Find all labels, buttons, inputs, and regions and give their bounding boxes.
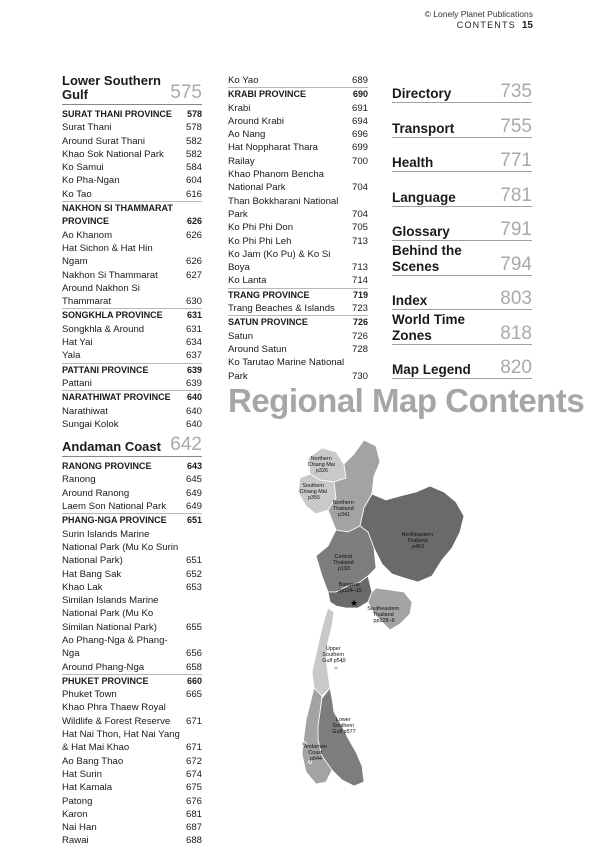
- toc-entry-page: 637: [185, 350, 202, 362]
- toc-entry[interactable]: [62, 500, 202, 513]
- toc-province-heading[interactable]: [228, 315, 368, 329]
- toc-entry-title: Hat Surin: [62, 768, 102, 780]
- toc-entry-title: PHUKET PROVINCE: [62, 675, 149, 686]
- toc-entry-page: 616: [185, 188, 202, 200]
- toc-entry-title: Hat Sichon & Hat Hin Ngam: [62, 242, 153, 268]
- toc-province-heading[interactable]: [62, 513, 202, 527]
- toc-entry[interactable]: [228, 128, 368, 141]
- toc-entry-page: 640: [185, 405, 202, 417]
- toc-entry-page: 630: [185, 296, 202, 308]
- toc-entry[interactable]: [62, 781, 202, 794]
- toc-entry-page: 704: [351, 182, 368, 194]
- toc-entry-page: 584: [185, 162, 202, 174]
- toc-entry[interactable]: [62, 336, 202, 349]
- running-head: [457, 20, 533, 31]
- toc-entry-title: Hat Noppharat Thara: [228, 142, 318, 154]
- toc-entry-title: Krabi: [228, 102, 251, 114]
- toc-entry-title: KRABI PROVINCE: [228, 89, 307, 100]
- chapter-link[interactable]: [392, 311, 532, 345]
- toc-entry-page: 640: [186, 392, 202, 403]
- toc-entry-page: 723: [351, 303, 368, 315]
- toc-entry[interactable]: [62, 323, 202, 336]
- toc-entry[interactable]: [228, 343, 368, 356]
- thailand-map-svg: [276, 436, 536, 806]
- section-title: Andaman Coast: [62, 439, 161, 455]
- toc-entry-page: 696: [351, 129, 368, 141]
- chapter-page: 820: [500, 357, 532, 378]
- toc-entry-title: Hat Nai Thon, Hat Nai Yang & Hat Mai Khao: [62, 729, 180, 754]
- toc-entry-page: 681: [185, 808, 202, 820]
- page-number: 15: [521, 20, 533, 31]
- toc-entry-page: 687: [185, 822, 202, 834]
- toc-entry-title: Rawai: [62, 835, 89, 847]
- toc-entry-title: Ao Phang-Nga & Phang-Nga: [62, 634, 168, 660]
- toc-province-heading[interactable]: [62, 674, 202, 688]
- toc-entry[interactable]: [62, 834, 202, 847]
- chapter-page: 818: [500, 322, 532, 344]
- chapter-title: Directory: [392, 86, 452, 101]
- toc-entry-page: 690: [352, 89, 368, 100]
- toc-entry-page: 634: [185, 337, 202, 349]
- toc-entry-title: Ao Khanom: [62, 229, 113, 241]
- chapter-title: Index: [392, 293, 428, 308]
- toc-entry[interactable]: [62, 808, 202, 821]
- toc-entry-title: Hat Yai: [62, 337, 93, 349]
- toc-entry-title: Around Krabi: [228, 115, 284, 127]
- toc-entry-page: 604: [185, 175, 202, 187]
- section-title: Lower Southern Gulf: [62, 73, 161, 102]
- section-page: 642: [170, 434, 202, 456]
- toc-entry-page: 719: [352, 289, 368, 300]
- toc-entry[interactable]: [228, 274, 368, 287]
- toc-entry-title: Songkhla & Around: [62, 323, 145, 335]
- toc-entry-page: 689: [351, 75, 368, 86]
- toc-entry-page: 582: [185, 148, 202, 160]
- toc-entry[interactable]: [62, 377, 202, 390]
- section-page: 575: [170, 82, 202, 103]
- toc-province-heading[interactable]: [228, 87, 368, 101]
- island-ko-samui: [334, 666, 338, 670]
- toc-entry-page: 676: [185, 795, 202, 807]
- toc-entry[interactable]: [62, 148, 202, 161]
- toc-province-heading[interactable]: [62, 201, 202, 229]
- toc-entry-page: 639: [186, 364, 202, 375]
- toc-entry[interactable]: [228, 168, 368, 195]
- toc-entry-title: SONGKHLA PROVINCE: [62, 310, 163, 321]
- toc-province-heading[interactable]: [62, 308, 202, 322]
- toc-entry-title: Khao Sok National Park: [62, 148, 164, 160]
- chapter-link[interactable]: [392, 146, 532, 172]
- toc-entry-title: NAKHON SI THAMMARAT PROVINCE: [62, 203, 173, 227]
- toc-entry[interactable]: [228, 115, 368, 128]
- toc-entry-title: Khao Phra Thaew Royal Wildlife & Forest Reserve: [62, 702, 171, 727]
- toc-entry-title: Around Nakhon Si Thammarat: [62, 282, 140, 308]
- toc-entry-title: RANONG PROVINCE: [62, 461, 152, 472]
- toc-entry-page: 652: [185, 568, 202, 580]
- toc-entry[interactable]: [228, 74, 368, 87]
- toc-entry-page: 713: [351, 262, 368, 274]
- toc-entry-title: Laem Son National Park: [62, 501, 166, 513]
- toc-entry-title: Karon: [62, 808, 88, 820]
- toc-entry-title: Hat Kamala: [62, 782, 113, 794]
- contents-column-1: [62, 74, 202, 848]
- toc-entry-page: 582: [185, 135, 202, 147]
- toc-entry-page: 649: [185, 501, 202, 513]
- label-bangkok: Bangkok pp114–15: [338, 582, 362, 594]
- chapter-page: 771: [500, 150, 532, 171]
- toc-entry-page: 728: [351, 343, 368, 355]
- chapter-title: Transport: [392, 120, 455, 136]
- toc-entry[interactable]: [62, 594, 202, 634]
- toc-entry-page: 705: [351, 222, 368, 234]
- toc-entry[interactable]: [62, 661, 202, 674]
- chapter-title: Glossary: [392, 224, 450, 239]
- toc-entry-title: Narathiwat: [62, 405, 108, 417]
- toc-entry-title: Khao Lak: [62, 581, 103, 593]
- toc-entry-page: 672: [185, 755, 202, 767]
- toc-entry-title: Nai Han: [62, 822, 97, 834]
- chapter-page: 794: [500, 253, 532, 275]
- toc-entry-title: Nakhon Si Thammarat: [62, 269, 158, 281]
- toc-entry[interactable]: [62, 755, 202, 768]
- toc-entry-title: Yala: [62, 350, 81, 362]
- toc-entry-page: 714: [351, 275, 368, 287]
- chapter-link[interactable]: [392, 242, 532, 276]
- toc-entry[interactable]: [62, 487, 202, 500]
- toc-entry[interactable]: [62, 821, 202, 834]
- toc-province-heading[interactable]: [62, 363, 202, 377]
- toc-entry[interactable]: [62, 768, 202, 781]
- toc-entry-page: 675: [185, 782, 202, 794]
- toc-entry-page: 671: [185, 715, 202, 727]
- toc-entry-title: PHANG-NGA PROVINCE: [62, 515, 167, 526]
- toc-entry-title: PATTANI PROVINCE: [62, 364, 149, 375]
- toc-entry-page: 639: [185, 377, 202, 389]
- toc-province-heading[interactable]: [62, 460, 202, 473]
- regional-map: [276, 436, 536, 806]
- toc-entry-title: Around Satun: [228, 343, 287, 355]
- section-heading[interactable]: [62, 74, 202, 105]
- toc-entry[interactable]: [228, 221, 368, 234]
- toc-entry[interactable]: [62, 282, 202, 309]
- toc-entry-title: Similan Islands Marine National Park (Mu Ko Similan National Park): [62, 595, 159, 633]
- contents-column-3: [392, 77, 532, 388]
- chapter-page: 791: [500, 219, 532, 240]
- toc-entry-page: 658: [185, 661, 202, 673]
- toc-entry-title: Ao Bang Thao: [62, 755, 124, 767]
- label-upper-southern-gulf: Upper Southern Gulf p549: [322, 646, 346, 664]
- bangkok-star-icon: ★: [349, 598, 359, 608]
- toc-entry-page: 645: [185, 474, 202, 486]
- toc-entry[interactable]: [228, 248, 368, 275]
- toc-entry-page: 691: [351, 102, 368, 114]
- chapter-link[interactable]: [392, 215, 532, 241]
- regional-map-title: Regional Map Contents: [228, 382, 585, 419]
- toc-entry[interactable]: [62, 701, 202, 728]
- toc-entry[interactable]: [62, 269, 202, 282]
- toc-entry-page: 655: [185, 621, 202, 633]
- toc-entry[interactable]: [62, 473, 202, 486]
- toc-entry-page: 704: [351, 208, 368, 220]
- toc-entry-page: 649: [185, 487, 202, 499]
- label-central-thailand: Central Thailand p193: [332, 554, 354, 572]
- toc-entry[interactable]: [62, 349, 202, 362]
- toc-entry-page: 713: [351, 235, 368, 247]
- toc-entry-title: Ko Yao: [228, 75, 259, 86]
- toc-entry-title: Ko Tao: [62, 188, 92, 200]
- toc-province-heading[interactable]: [62, 390, 202, 404]
- toc-entry[interactable]: [62, 581, 202, 594]
- chapter-link[interactable]: [392, 112, 532, 138]
- toc-entry[interactable]: [62, 188, 202, 201]
- label-lower-southern-gulf: Lower Southern Gulf p577: [332, 717, 356, 735]
- toc-entry[interactable]: [62, 161, 202, 174]
- toc-entry-title: Railay: [228, 155, 255, 167]
- toc-entry-page: 626: [185, 256, 202, 268]
- chapter-link[interactable]: [392, 353, 532, 379]
- toc-entry-title: Ko Phi Phi Don: [228, 222, 294, 234]
- toc-entry[interactable]: [228, 356, 368, 383]
- publisher-credit: © Lonely Planet Publications: [424, 9, 533, 19]
- toc-province-heading[interactable]: [62, 108, 202, 121]
- toc-entry-title: Ao Nang: [228, 129, 266, 141]
- toc-entry[interactable]: [228, 102, 368, 115]
- chapter-title: Map Legend: [392, 362, 471, 377]
- toc-entry-page: 643: [186, 461, 202, 472]
- toc-entry-page: 674: [185, 768, 202, 780]
- toc-entry-title: Satun: [228, 330, 254, 342]
- toc-entry[interactable]: [228, 330, 368, 343]
- toc-entry-page: 640: [185, 418, 202, 430]
- toc-entry-page: 631: [186, 310, 202, 321]
- toc-entry-title: Surin Islands Marine National Park (Mu Ko Surin National Park): [62, 528, 179, 567]
- toc-entry[interactable]: [62, 728, 202, 755]
- toc-entry-page: 653: [185, 581, 202, 593]
- toc-entry-title: Ko Pha-Ngan: [62, 175, 120, 187]
- label-northern-thailand: Northern Thailand p341: [332, 500, 354, 518]
- chapter-page: 735: [500, 81, 532, 102]
- toc-entry[interactable]: [62, 242, 202, 269]
- toc-entry[interactable]: [62, 568, 202, 581]
- toc-entry-title: Phuket Town: [62, 689, 117, 701]
- toc-entry-page: 688: [185, 835, 202, 847]
- toc-entry[interactable]: [228, 302, 368, 315]
- label-southern-chiang-mai: Southern Chiang Mai p355: [299, 483, 327, 501]
- toc-entry-title: Than Bokkharani National Park: [228, 195, 339, 220]
- toc-entry-title: Surat Thani: [62, 122, 112, 134]
- toc-entry-page: 626: [186, 216, 202, 227]
- chapter-page: 781: [500, 184, 532, 206]
- toc-entry[interactable]: [228, 195, 368, 222]
- toc-entry-title: Hat Bang Sak: [62, 568, 122, 580]
- toc-entry[interactable]: [62, 405, 202, 418]
- toc-entry-page: 631: [185, 323, 202, 335]
- chapter-link[interactable]: [392, 77, 532, 103]
- toc-entry[interactable]: [228, 235, 368, 248]
- toc-entry-page: 726: [352, 317, 368, 328]
- toc-entry[interactable]: [62, 229, 202, 242]
- toc-province-heading[interactable]: [228, 288, 368, 302]
- toc-entry[interactable]: [62, 174, 202, 187]
- toc-entry-title: Ko Samui: [62, 162, 104, 174]
- toc-entry-title: Ko Jam (Ko Pu) & Ko Si Boya: [228, 248, 331, 274]
- contents-column-2: [228, 74, 368, 383]
- toc-entry[interactable]: [62, 418, 202, 431]
- chapter-page: 755: [500, 115, 532, 137]
- toc-entry-title: SURAT THANI PROVINCE: [62, 109, 172, 119]
- toc-entry-page: 665: [185, 689, 202, 701]
- toc-entry-title: Patong: [62, 795, 93, 807]
- toc-entry-title: SATUN PROVINCE: [228, 317, 308, 328]
- toc-entry-page: 626: [185, 229, 202, 241]
- toc-entry[interactable]: [228, 155, 368, 168]
- toc-entry[interactable]: [62, 688, 202, 701]
- toc-entry-title: Around Surat Thani: [62, 135, 146, 147]
- toc-entry-title: Around Ranong: [62, 487, 130, 499]
- toc-entry-page: 656: [185, 648, 202, 660]
- toc-entry-title: TRANG PROVINCE: [228, 289, 310, 300]
- toc-entry-title: Around Phang-Nga: [62, 661, 145, 673]
- toc-entry[interactable]: [62, 795, 202, 808]
- toc-entry-page: 660: [186, 675, 202, 686]
- chapter-title: Language: [392, 189, 456, 205]
- label-andaman-coast: Andaman Coast p644: [303, 744, 327, 762]
- label-northern-chiang-mai: Northern Chiang Mai p326: [307, 456, 335, 474]
- toc-entry-page: 726: [351, 330, 368, 342]
- toc-entry-title: Ko Phi Phi Leh: [228, 235, 292, 247]
- toc-section: [62, 74, 202, 431]
- label-southeastern-thailand: Southeastern Thailand pp228–9: [367, 606, 400, 624]
- toc-entry[interactable]: [62, 634, 202, 661]
- toc-entry-title: Sungai Kolok: [62, 418, 119, 430]
- toc-entry[interactable]: [62, 528, 202, 568]
- toc-entry-page: 651: [185, 555, 202, 567]
- toc-entry[interactable]: [228, 141, 368, 154]
- label-northeastern-thailand: Northeastern Thailand p453: [401, 532, 433, 550]
- running-head-label: CONTENTS: [456, 20, 516, 30]
- section-heading[interactable]: [62, 436, 202, 457]
- chapter-title: World Time Zones: [392, 311, 466, 343]
- toc-entry-page: 578: [186, 109, 202, 119]
- toc-entry-title: Pattani: [62, 377, 92, 389]
- toc-entry-title: Trang Beaches & Islands: [228, 303, 335, 315]
- toc-entry-page: 651: [186, 515, 202, 526]
- toc-entry-page: 730: [351, 370, 368, 382]
- chapter-link[interactable]: [392, 181, 532, 207]
- toc-entry[interactable]: [62, 135, 202, 148]
- chapter-page: 803: [500, 288, 532, 309]
- chapter-title: Health: [392, 155, 434, 170]
- toc-entry-title: NARATHIWAT PROVINCE: [62, 392, 171, 403]
- toc-entry-title: Khao Phanom Bencha National Park: [228, 169, 325, 194]
- toc-entry-page: 694: [351, 115, 368, 127]
- chapter-link[interactable]: [392, 284, 532, 310]
- toc-entry-page: 578: [185, 122, 202, 134]
- toc-entry-title: Ko Lanta: [228, 275, 267, 287]
- toc-entry[interactable]: [62, 121, 202, 134]
- toc-entry-page: 671: [185, 742, 202, 754]
- toc-entry-page: 700: [351, 155, 368, 167]
- toc-entry-page: 627: [185, 269, 202, 281]
- toc-section: [62, 436, 202, 848]
- chapter-title: Behind the Scenes: [392, 242, 462, 274]
- toc-entry-title: Ranong: [62, 474, 96, 486]
- toc-entry-page: 699: [351, 142, 368, 154]
- toc-entry-title: Ko Tarutao Marine National Park: [228, 357, 345, 382]
